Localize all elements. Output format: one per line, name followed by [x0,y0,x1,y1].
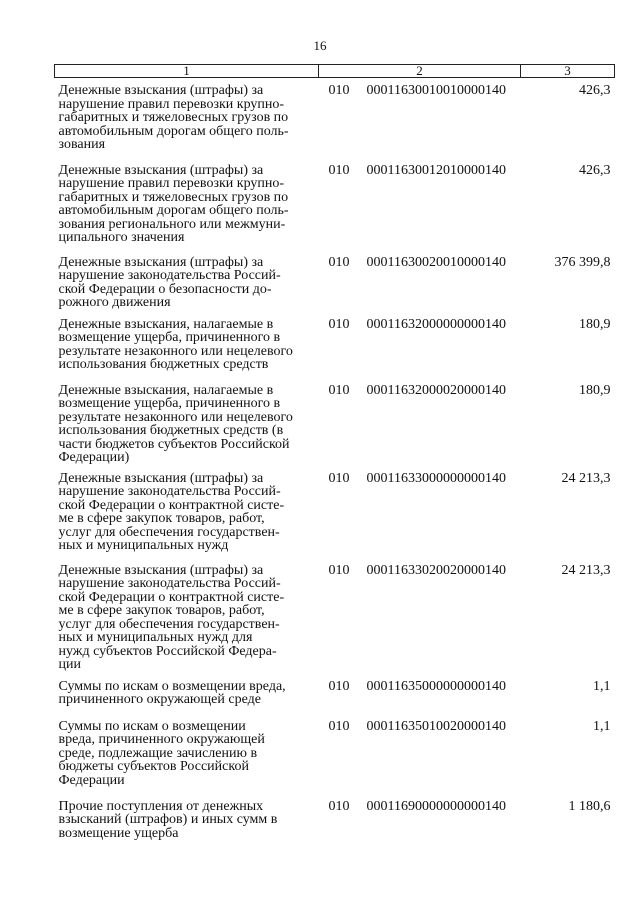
administrator-code-cell: 010 [328,562,350,578]
revenue-name-line: причиненного окружающей среде [58,692,261,707]
administrator-code-cell: 010 [328,382,350,398]
budget-classification-code-cell: 00011633020020000140 [366,562,506,578]
administrator-code-cell: 010 [328,470,350,486]
administrator-code-cell: 010 [328,316,350,332]
table-row [55,466,615,558]
amount-cell: 1 180,6 [568,798,611,814]
revenue-name-cell [55,674,319,714]
revenue-name-line: ципального значения [58,230,185,245]
revenue-name-line: автомобильным дорогам общего поль- [58,123,289,139]
budget-classification-code-cell: 00011630020010000140 [366,254,506,270]
revenue-name-cell [55,558,319,674]
revenue-name-line: Денежные взыскания (штрафы) за [58,562,264,578]
administrator-code-cell: 010 [328,83,350,98]
table-row [55,794,615,854]
revenue-name-line: использования бюджетных средств [58,357,269,372]
revenue-name-line: нарушение законодательства Россий- [58,576,281,591]
administrator-code-cell: 010 [328,162,350,178]
budget-table-container [54,64,614,854]
revenue-name-line: Суммы по искам о возмещении [58,718,246,734]
revenue-name-line: части бюджетов субъектов Российской [58,436,290,452]
budget-classification-code-cell: 00011630010010000140 [366,83,506,98]
budget-classification-code-cell: 00011635000000000140 [366,678,506,694]
revenue-name-line: услуг для обеспечения государствен- [58,524,280,540]
table-row [55,250,615,312]
revenue-name-line: Денежные взыскания (штрафы) за [58,470,264,486]
revenue-name-line: ской Федерации о безопасности до- [58,281,272,297]
table-body [55,78,615,854]
revenue-name-cell [55,158,319,250]
revenue-name-line: услуг для обеспечения государствен- [58,616,280,632]
amount-cell: 1,1 [593,718,611,734]
revenue-name-line: бюджеты субъектов Российской [58,759,249,774]
budget-classification-code-cell: 00011630012010000140 [366,162,506,178]
revenue-name-line: ных и муниципальных нужд для [58,630,253,645]
revenue-name-line: вреда, причиненного окружающей [58,732,265,747]
revenue-name-line: ской Федерации о контрактной систе- [58,589,285,605]
budget-classification-code-cell: 00011632000020000140 [366,382,506,398]
amount-cell: 426,3 [579,83,611,98]
revenue-name-line: ме в сфере закупок товаров, работ, [58,603,265,618]
revenue-name-cell [55,794,319,854]
revenue-name-cell [55,714,319,794]
administrator-code-cell: 010 [328,798,350,814]
revenue-name-line: результате незаконного или нецелевого [58,343,293,359]
revenue-name-line: Денежные взыскания (штрафы) за [58,162,264,178]
table-row [55,378,615,466]
revenue-name-cell [55,312,319,378]
revenue-name-line: Денежные взыскания (штрафы) за [58,83,264,98]
revenue-name-line: рожного движения [58,295,171,310]
revenue-name-line: Денежные взыскания (штрафы) за [58,254,264,270]
revenue-name-line: Денежные взыскания, налагаемые в [58,382,274,398]
budget-classification-code-cell: 00011632000000000140 [366,316,506,332]
revenue-name-line: нужд субъектов Российской Федера- [58,643,277,659]
table-row [55,674,615,714]
budget-classification-code-cell: 00011635010020000140 [366,718,506,734]
revenue-name-line: нарушение правил перевозки крупно- [58,176,285,191]
budget-classification-code-cell: 00011690000000000140 [366,798,506,814]
revenue-name-line: зования регионального или межмуни- [58,216,286,232]
revenue-name-cell [55,78,319,158]
revenue-name-line: автомобильным дорогам общего поль- [58,203,289,218]
amount-cell: 24 213,3 [561,562,611,578]
administrator-code-cell: 010 [328,718,350,734]
revenue-name-line: нарушение правил перевозки крупно- [58,96,285,112]
revenue-name-cell [55,466,319,558]
revenue-name-line: Денежные взыскания, налагаемые в [58,316,274,332]
revenue-name-cell [55,378,319,466]
revenue-name-line: ме в сфере закупок товаров, работ, [58,511,265,526]
revenue-name-line: ции [58,657,81,672]
revenue-name-line: нарушение законодательства Россий- [58,268,281,283]
revenue-name-line: возмещение ущерба [58,825,179,841]
administrator-code-cell: 010 [328,254,350,270]
revenue-name-line: взысканий (штрафов) и иных сумм в [58,812,278,827]
revenue-name-line: возмещение ущерба, причиненного в [58,330,281,345]
budget-classification-code-cell: 00011633000000000140 [366,470,506,486]
table-row [55,78,615,158]
administrator-code-cell: 010 [328,678,350,694]
table-row [55,158,615,250]
revenue-name-line: Суммы по искам о возмещении вреда, [58,678,286,694]
revenue-name-line: результате незаконного или нецелевого [58,409,293,425]
revenue-name-line: Федерации [58,772,125,788]
budget-table [54,64,615,854]
amount-cell: 180,9 [579,316,611,332]
amount-cell: 426,3 [579,162,611,178]
revenue-name-line: нарушение законодательства Россий- [58,484,281,499]
revenue-name-line: Федерации) [58,450,130,465]
revenue-name-line: Прочие поступления от денежных [58,798,264,814]
revenue-name-line: габаритных и тяжеловесных грузов по [58,189,289,205]
revenue-name-line: зования [58,137,106,152]
column-header-2: 2 [319,65,521,78]
revenue-name-cell [55,250,319,312]
column-header-1: 1 [55,65,319,78]
revenue-name-line: использования бюджетных средств (в [58,423,284,438]
revenue-name-line: ской Федерации о контрактной систе- [58,497,285,513]
amount-cell: 376 399,8 [554,254,611,270]
table-row [55,714,615,794]
column-header-3: 3 [521,65,615,78]
revenue-name-line: габаритных и тяжеловесных грузов по [58,110,289,125]
page-number: 16 [313,38,327,53]
table-row [55,558,615,674]
revenue-name-line: среде, подлежащие зачислению в [58,745,258,761]
amount-cell: 180,9 [579,382,611,398]
table-row [55,312,615,378]
revenue-name-line: возмещение ущерба, причиненного в [58,396,281,411]
table-header-row [55,65,615,78]
amount-cell: 24 213,3 [561,470,611,486]
amount-cell: 1,1 [593,678,611,694]
revenue-name-line: ных и муниципальных нужд [58,538,229,553]
